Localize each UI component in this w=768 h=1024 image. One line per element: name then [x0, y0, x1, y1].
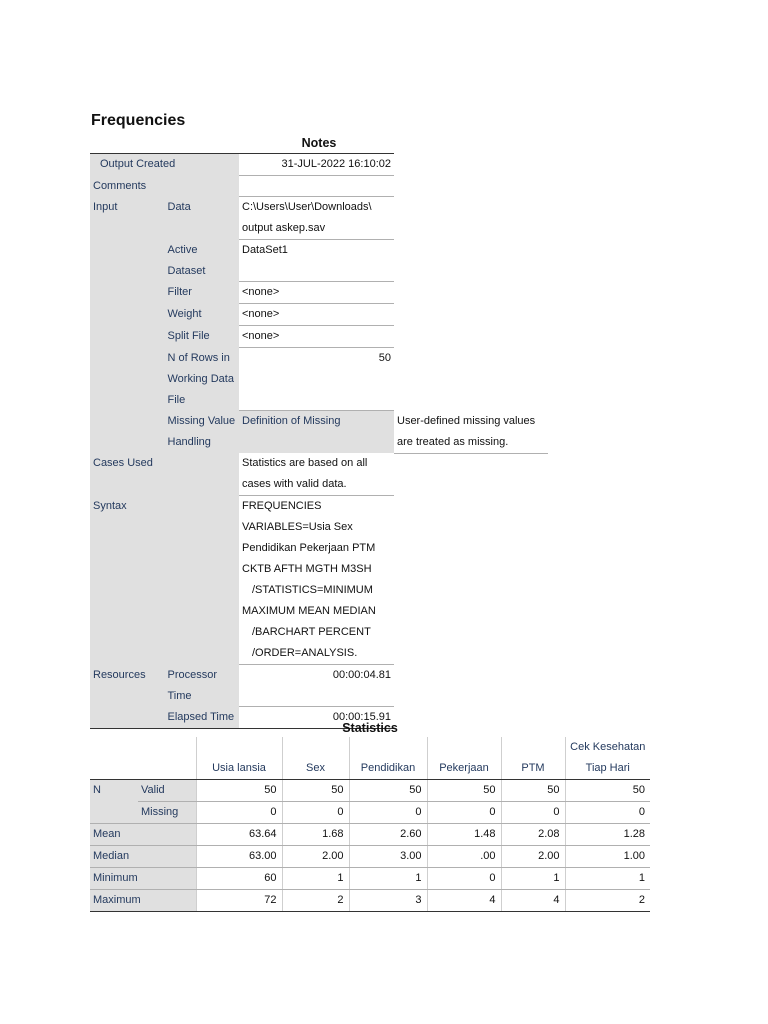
weight-value: <none> — [239, 304, 394, 326]
header-usia-lansia: Usia lansia — [196, 737, 282, 780]
table-cell: 1 — [501, 868, 565, 890]
table-row — [90, 802, 650, 824]
table-cell: 50 — [349, 780, 427, 802]
elapsed-time-label: Elapsed Time — [165, 707, 240, 729]
table-cell: 1.00 — [565, 846, 650, 868]
n-label: N — [90, 780, 138, 824]
table-cell: 3 — [349, 890, 427, 912]
input-label: Input — [90, 197, 165, 454]
table-cell: 0 — [501, 802, 565, 824]
table-cell: 3.00 — [349, 846, 427, 868]
header-ptm: PTM — [501, 737, 565, 780]
filter-label: Filter — [165, 282, 240, 304]
table-row — [90, 824, 650, 846]
maximum-label: Maximum — [90, 890, 196, 912]
table-cell: 0 — [349, 802, 427, 824]
table-row — [90, 665, 548, 707]
header-sex: Sex — [282, 737, 349, 780]
cases-used-value: Statistics are based on all cases with valid data. — [239, 453, 394, 496]
table-cell: 1 — [282, 868, 349, 890]
active-dataset-value: DataSet1 — [239, 240, 394, 282]
data-label: Data — [165, 197, 240, 240]
comments-label: Comments — [90, 176, 239, 197]
statistics-caption: Statistics — [342, 721, 398, 735]
table-cell: 72 — [196, 890, 282, 912]
n-rows-value: 50 — [239, 348, 394, 411]
table-cell: 63.00 — [196, 846, 282, 868]
filter-value: <none> — [239, 282, 394, 304]
table-cell: 2 — [565, 890, 650, 912]
weight-label: Weight — [165, 304, 240, 326]
table-cell: 1 — [565, 868, 650, 890]
n-rows-label: N of Rows in Working Data File — [165, 348, 240, 411]
table-row — [90, 846, 650, 868]
table-cell: 2.08 — [501, 824, 565, 846]
table-cell: 60 — [196, 868, 282, 890]
table-cell: 2.00 — [501, 846, 565, 868]
elapsed-time-value: 00:00:15.91 — [239, 707, 394, 729]
table-cell: 2.60 — [349, 824, 427, 846]
table-cell: 63.64 — [196, 824, 282, 846]
split-file-value: <none> — [239, 326, 394, 348]
table-cell: 1 — [349, 868, 427, 890]
table-row — [90, 868, 650, 890]
minimum-label: Minimum — [90, 868, 196, 890]
output-created-value: 31-JUL-2022 16:10:02 — [239, 154, 394, 176]
header-cek-kesehatan: Cek Kesehatan Tiap Hari — [565, 737, 650, 780]
table-cell: 50 — [501, 780, 565, 802]
table-cell: .00 — [427, 846, 501, 868]
table-cell: 2.00 — [282, 846, 349, 868]
table-cell: 50 — [196, 780, 282, 802]
notes-table — [90, 153, 548, 729]
comments-value — [239, 176, 394, 197]
header-pekerjaan: Pekerjaan — [427, 737, 501, 780]
table-row — [90, 154, 548, 176]
resources-label: Resources — [90, 665, 165, 729]
def-missing-value: User-defined missing values are treated as missing. — [394, 411, 548, 454]
table-cell: 1.68 — [282, 824, 349, 846]
processor-time-value: 00:00:04.81 — [239, 665, 394, 707]
table-header-row — [90, 737, 650, 780]
valid-label: Valid — [138, 780, 196, 802]
table-row — [90, 197, 548, 240]
table-cell: 1.28 — [565, 824, 650, 846]
output-created-label: Output Created — [90, 154, 239, 176]
mean-label: Mean — [90, 824, 196, 846]
statistics-table — [90, 737, 650, 912]
processor-time-label: Processor Time — [165, 665, 240, 707]
missing-handling-label: Missing Value Handling — [165, 411, 240, 496]
table-cell: 0 — [427, 868, 501, 890]
table-cell: 4 — [501, 890, 565, 912]
active-dataset-label: Active Dataset — [165, 240, 240, 282]
table-row — [90, 780, 650, 802]
table-row — [90, 890, 650, 912]
frequencies-title: Frequencies — [91, 112, 186, 129]
median-label: Median — [90, 846, 196, 868]
table-cell: 50 — [427, 780, 501, 802]
data-value: C:\Users\User\Downloads\ output askep.sav — [239, 197, 394, 240]
header-empty — [90, 737, 196, 780]
table-cell: 50 — [565, 780, 650, 802]
table-cell: 50 — [282, 780, 349, 802]
table-cell: 0 — [565, 802, 650, 824]
def-missing-label: Definition of Missing — [239, 411, 394, 454]
missing-label: Missing — [138, 802, 196, 824]
notes-caption: Notes — [301, 136, 337, 150]
syntax-value: FREQUENCIES VARIABLES=Usia Sex Pendidikan Pekerjaan PTM CKTB AFTH MGTH M3SH /STATISTICS=MINIMUM MAXIMUM MEAN MEDIAN /BARCHART PERCENT /ORDER=ANALYSIS. — [239, 496, 394, 665]
table-cell: 1.48 — [427, 824, 501, 846]
table-cell: 0 — [282, 802, 349, 824]
table-row — [90, 496, 548, 665]
split-file-label: Split File — [165, 326, 240, 348]
table-row — [90, 176, 548, 197]
table-cell: 0 — [196, 802, 282, 824]
table-cell: 2 — [282, 890, 349, 912]
header-pendidikan: Pendidikan — [349, 737, 427, 780]
table-row — [90, 453, 548, 496]
table-cell: 4 — [427, 890, 501, 912]
syntax-label: Syntax — [90, 496, 239, 665]
table-cell: 0 — [427, 802, 501, 824]
cases-used-label: Cases Used — [90, 453, 165, 496]
